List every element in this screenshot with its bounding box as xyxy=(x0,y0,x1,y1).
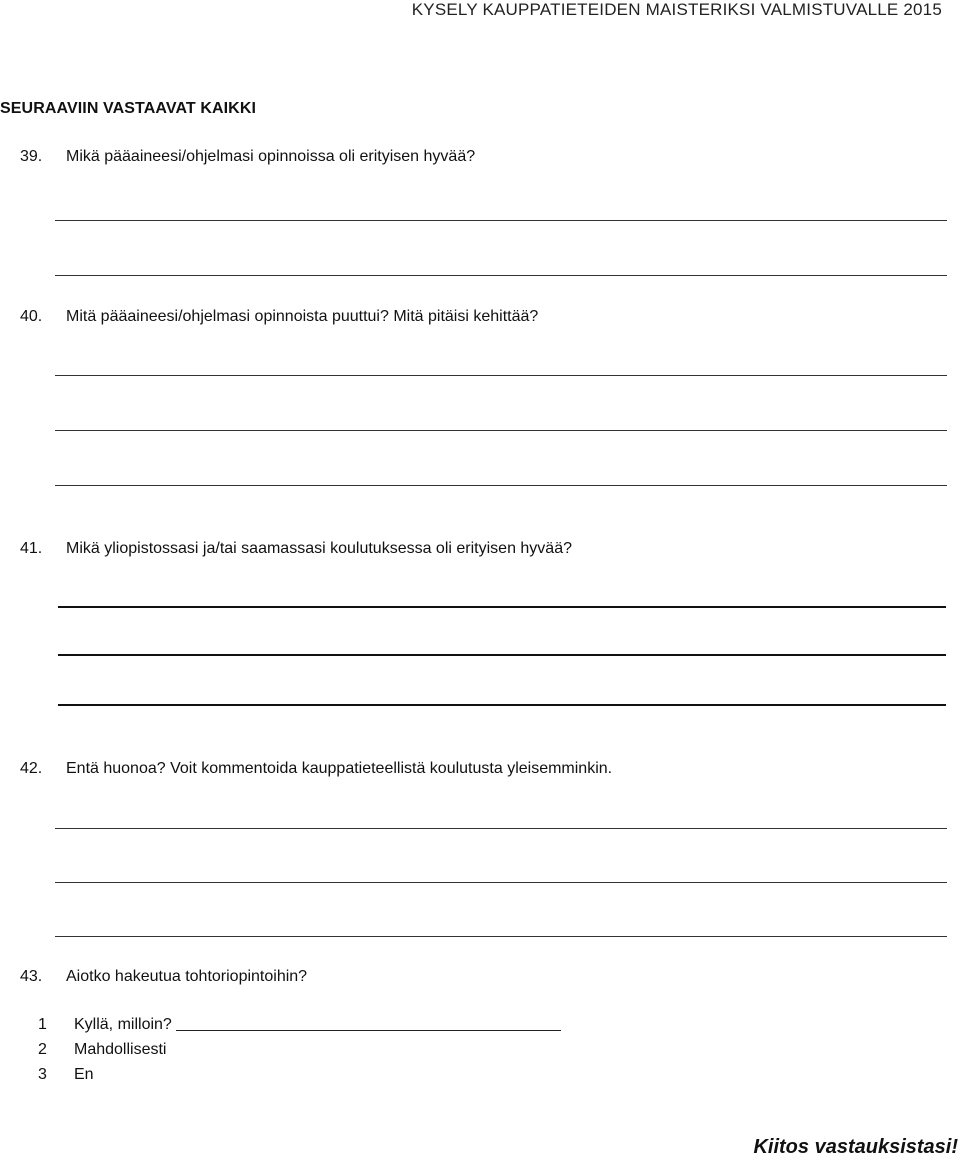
answer-line-41-3[interactable] xyxy=(58,704,946,706)
question-number: 42. xyxy=(20,760,43,777)
question-number: 43. xyxy=(20,968,43,985)
question-text: Entä huonoa? Voit kommentoida kauppatieteellistä koulutusta yleisemminkin. xyxy=(66,760,613,777)
page-header: KYSELY KAUPPATIETEIDEN MAISTERIKSI VALMISTUVALLE 2015 xyxy=(411,0,942,19)
question-text: Aiotko hakeutua tohtoriopintoihin? xyxy=(66,968,308,985)
option-label: Kyllä, milloin? xyxy=(74,1016,172,1033)
question-39 xyxy=(20,148,940,166)
answer-line-42-2[interactable] xyxy=(55,882,947,883)
answer-line-42-3[interactable] xyxy=(55,936,947,937)
question-42 xyxy=(20,760,940,778)
answer-line-41-1[interactable] xyxy=(58,606,946,608)
answer-line-40-1[interactable] xyxy=(55,375,947,376)
answer-line-39-2[interactable] xyxy=(55,275,947,276)
answer-line-40-3[interactable] xyxy=(55,485,947,486)
option-label: En xyxy=(74,1066,94,1083)
option-label: Mahdollisesti xyxy=(74,1041,167,1058)
thank-you-text: Kiitos vastauksistasi! xyxy=(753,1136,958,1158)
answer-line-41-2[interactable] xyxy=(58,654,946,656)
question-number: 39. xyxy=(20,148,43,165)
question-text: Mitä pääaineesi/ohjelmasi opinnoista puuttui? Mitä pitäisi kehittää? xyxy=(66,308,539,325)
question-41 xyxy=(20,540,940,558)
question-43 xyxy=(20,968,940,986)
question-number: 41. xyxy=(20,540,43,557)
answer-line-40-2[interactable] xyxy=(55,430,947,431)
answer-line-42-1[interactable] xyxy=(55,828,947,829)
question-text: Mikä pääaineesi/ohjelmasi opinnoissa oli erityisen hyvää? xyxy=(66,148,476,165)
question-text: Mikä yliopistossasi ja/tai saamassasi koulutuksessa oli erityisen hyvää? xyxy=(66,540,572,557)
option-1-fill-in-line[interactable] xyxy=(176,1030,561,1031)
answer-line-39-1[interactable] xyxy=(55,220,947,221)
question-40 xyxy=(20,308,940,326)
question-number: 40. xyxy=(20,308,43,325)
section-title: SEURAAVIIN VASTAAVAT KAIKKI xyxy=(0,100,257,117)
option-number: 3 xyxy=(38,1066,47,1083)
option-1[interactable] xyxy=(38,1016,561,1034)
option-3[interactable] xyxy=(38,1066,94,1084)
option-2[interactable] xyxy=(38,1041,166,1059)
option-number: 1 xyxy=(38,1016,47,1033)
option-number: 2 xyxy=(38,1041,47,1058)
